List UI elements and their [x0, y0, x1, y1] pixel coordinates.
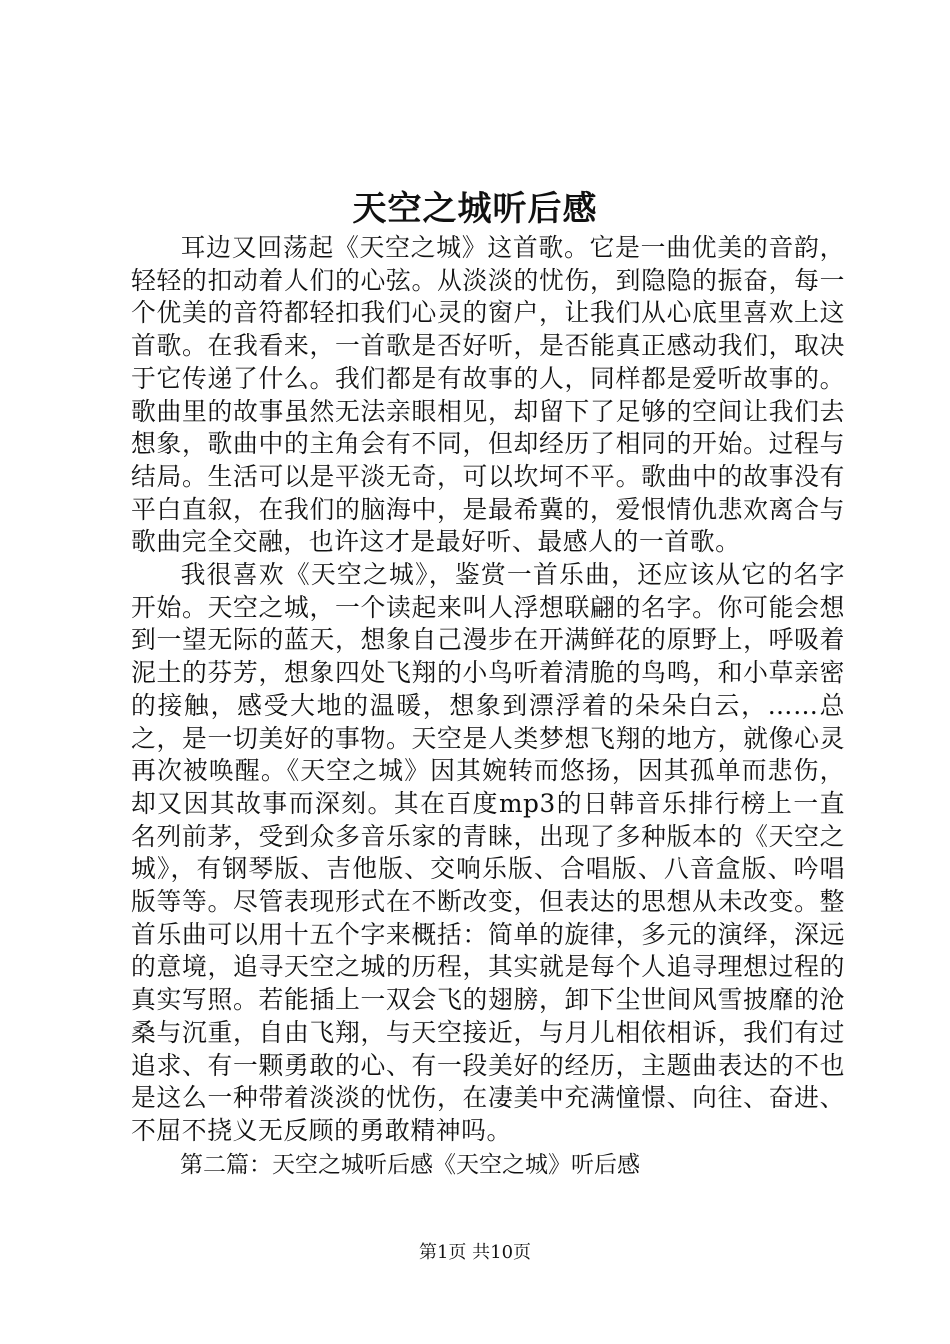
- page-number-footer: 第1页 共10页: [418, 1242, 532, 1263]
- paragraph-1: 耳边又回荡起《天空之城》这首歌。它是一曲优美的音韵，轻轻的扣动着人们的心弦。从淡淡的忧伤，到隐隐的振奋，每一个优美的音符都轻扣我们心灵的窗户，让我们从心底里喜欢上这首歌。在我看来，一首歌是否好听，是否能真正感动我们，取决于它传递了什么。我们都是有故事的人，同样都是爱听故事的。歌曲里的故事虽然无法亲眼相见，却留下了足够的空间让我们去想象，歌曲中的主角会有不同，但却经历了相同的开始。过程与结局。生活可以是平淡无奇，可以坎坷不平。歌曲中的故事没有平白直叙，在我们的脑海中，是最希冀的，爱恨情仇悲欢离合与歌曲完全交融，也许这才是最好听、最感人的一首歌。: [131, 233, 845, 557]
- document-title: 天空之城听后感: [352, 189, 598, 229]
- paragraph-2: 我很喜欢《天空之城》，鉴赏一首乐曲，还应该从它的名字开始。天空之城，一个读起来叫人浮想联翩的名字。你可能会想到一望无际的蓝天，想象自己漫步在开满鲜花的原野上，呼吸着泥土的芬芳，想象四处飞翔的小鸟听着清脆的鸟鸣，和小草亲密的接触，感受大地的温暖，想象到漂浮着的朵朵白云，……总之，是一切美好的事物。天空是人类梦想飞翔的地方，就像心灵再次被唤醒。《天空之城》因其婉转而悠扬，因其孤单而悲伤，却又因其故事而深刻。其在百度mp3的日韩音乐排行榜上一直名列前茅，受到众多音乐家的青睐，出现了多种版本的《天空之城》，有钢琴版、吉他版、交响乐版、合唱版、八音盒版、吟唱版等等。尽管表现形式在不断改变，但表达的思想从未改变。整首乐曲可以用十五个字来概括：简单的旋律，多元的演绎，深远的意境，追寻天空之城的历程，其实就是每个人追寻理想过程的真实写照。若能插上一双会飞的翅膀，卸下尘世间风雪披靡的沧桑与沉重，自由飞翔，与天空接近，与月儿相依相诉，我们有过追求、有一颗勇敢的心、有一段美好的经历，主题曲表达的不也是这么一种带着淡淡的忧伤，在凄美中充满憧憬、向往、奋进、不屈不挠义无反顾的勇敢精神吗。: [131, 560, 845, 1145]
- document-body: [131, 232, 845, 1148]
- section-heading: 第二篇：天空之城听后感《天空之城》听后感: [180, 1152, 640, 1178]
